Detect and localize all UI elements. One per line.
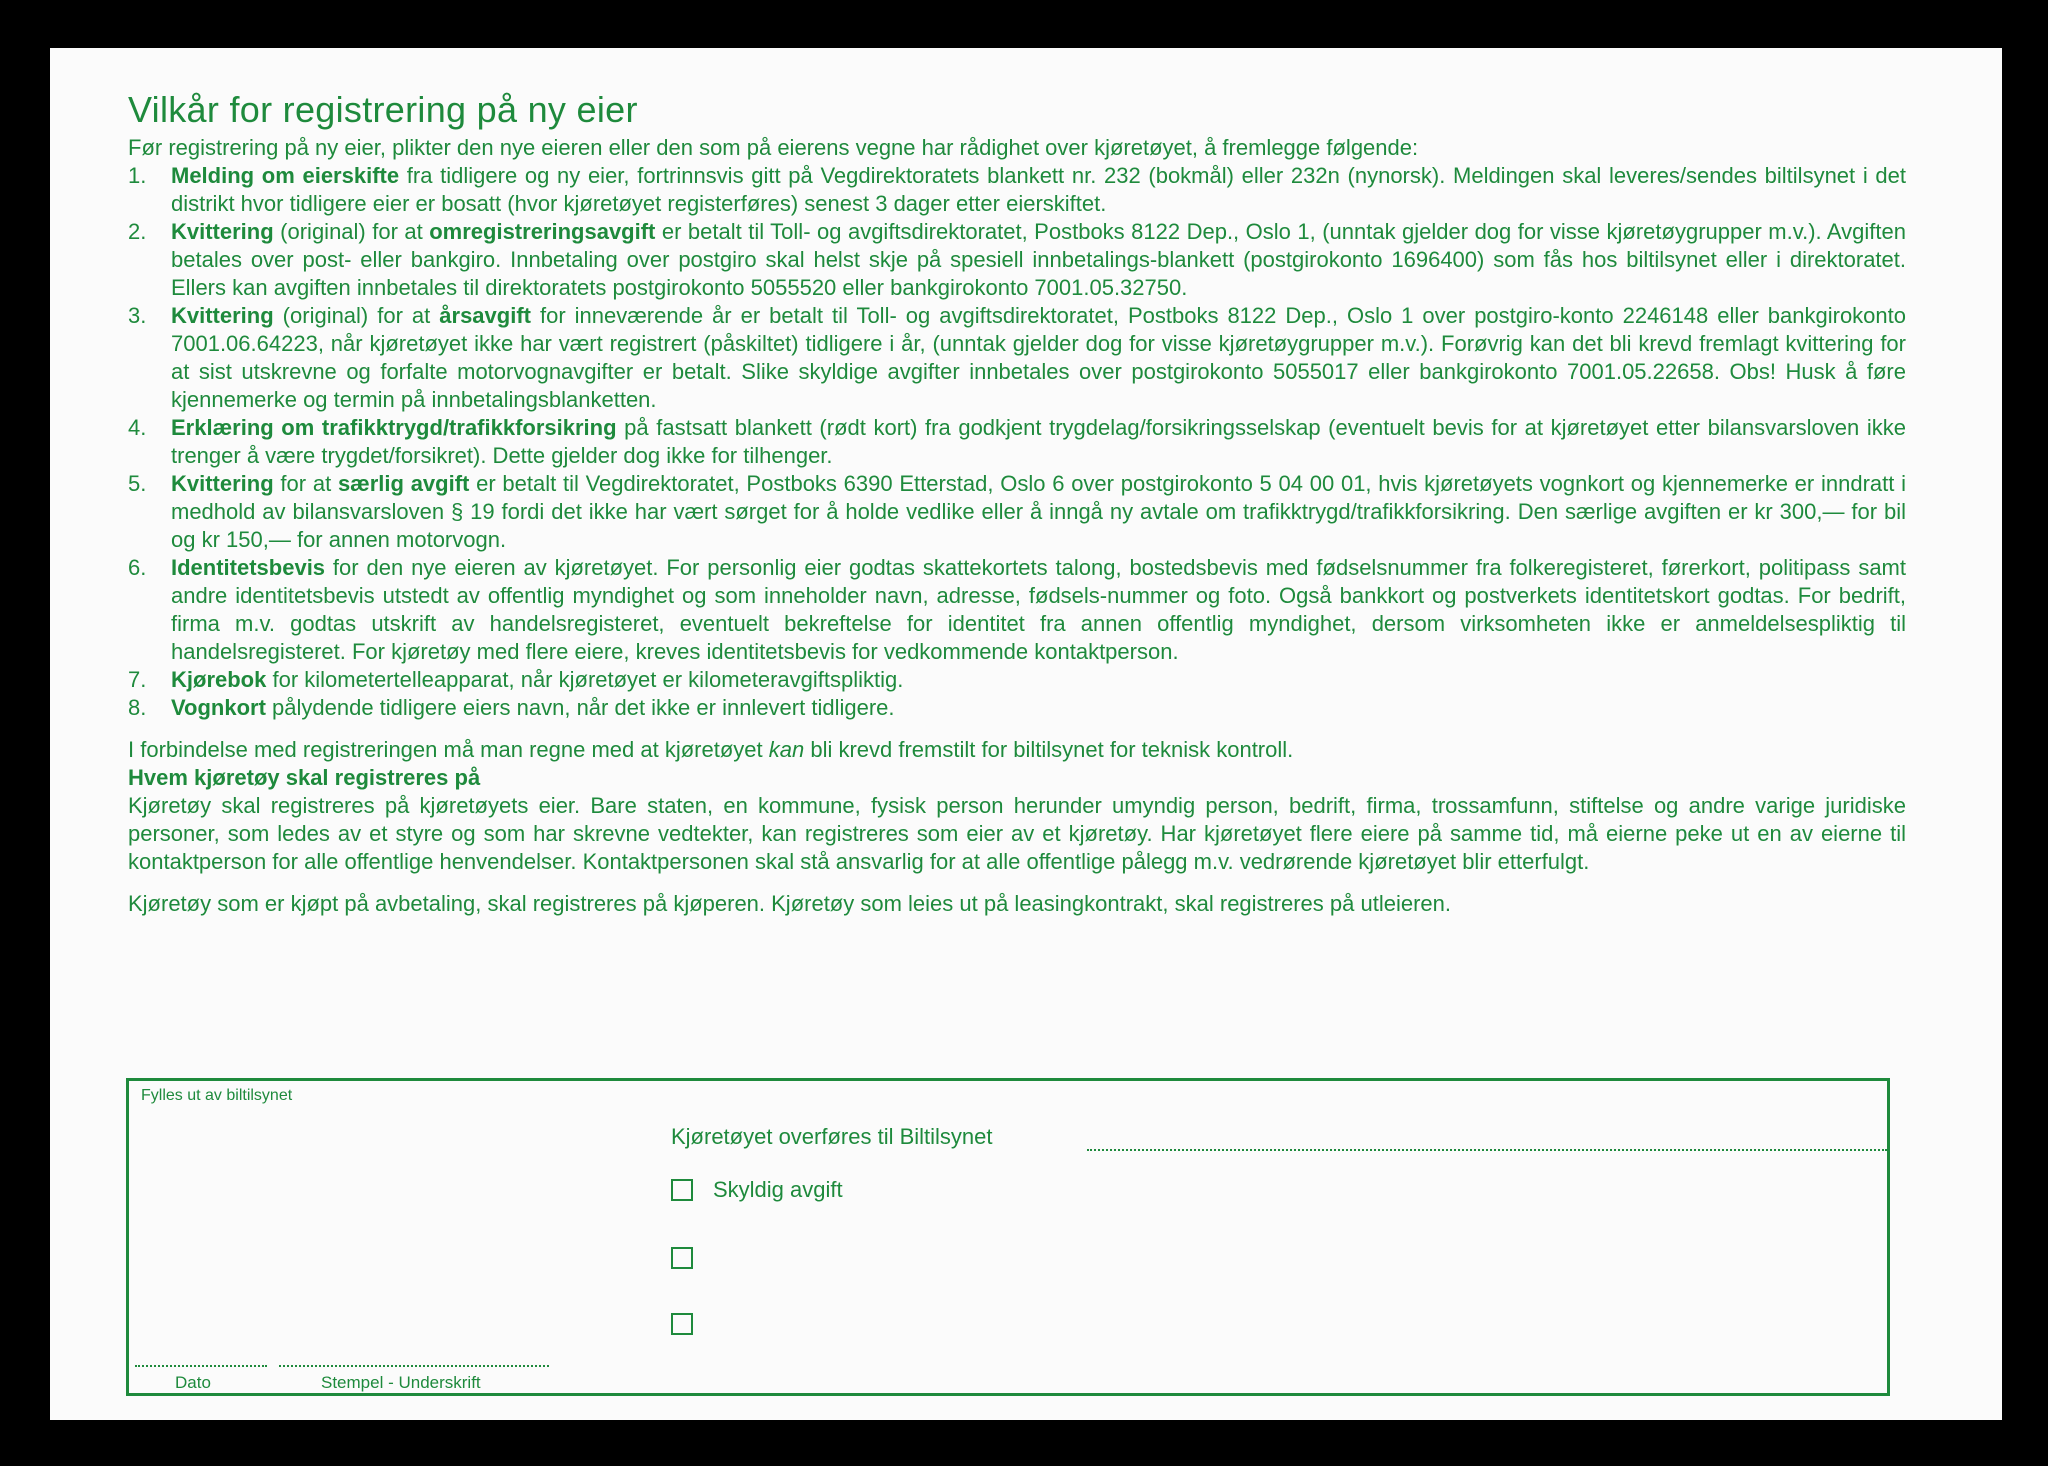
control-emphasis: kan	[768, 737, 805, 762]
stamp-label: Stempel - Underskrift	[321, 1373, 481, 1392]
intro-text: Før registrering på ny eier, plikter den nye eieren eller den som på eierens vegne har rådighet over kjøretøyet, å fremlegge følgende:	[128, 135, 1419, 160]
item-heading: Identitetsbevis	[171, 555, 326, 580]
item-text: (original) for at	[273, 219, 430, 244]
transfer-dotted-line	[1087, 1149, 1887, 1151]
check-row-blank-2	[671, 1313, 713, 1335]
item-text: for at	[273, 471, 338, 496]
control-text: I forbindelse med registreringen må man regne med at kjøretøyet	[128, 737, 769, 762]
box-label: Fylles ut av biltilsynet	[141, 1087, 293, 1104]
who-heading: Hvem kjøretøy skal registreres på	[128, 765, 481, 790]
item-text-2: for inneværende år er betalt til Toll- og avgiftsdirektoratet, Postboks 8122 Dep., Oslo 1 over postgiro-konto 2246148 eller bankgirokonto 7001.06.64223, når kjøretøyet ikke har vært registrert (påskiltet) tidligere i år, (unntak gjelder dog for visse kjøretøygrupper m.v.). Forøvrig kan det bli krevd fremlagt kvittering for at sist utskrevne og forfalte motorvognavgifter er betalt. Slike skyldige avgifter innbetales over postgirokonto 5055017 eller bankgirokonto 7001.05.22658. Obs! Husk å føre kjennemerke og termin på innbetalingsblanketten.	[171, 303, 1907, 412]
control-note	[128, 736, 1906, 764]
who-text: Kjøretøy skal registreres på kjøretøyets eier. Bare staten, en kommune, fysisk person herunder umyndig person, bedrift, firma, trossamfunn, stiftelse og andre varige juridiske personer, som ledes av et styre og som har skrevne vedtekter, kan registreres som eier av et kjøretøy. Har kjøretøyet flere eiere på samme tid, må eierne peke ut en av eierne til kontaktperson for alle offentlige henvendelser. Kontaktpersonen skal stå ansvarlig for at alle offentlige pålegg m.v. vedrørende kjøretøyet blir etterfulgt.	[128, 793, 1906, 874]
item-number: 5.	[128, 471, 147, 496]
list-item	[128, 302, 1906, 414]
page-title: Vilkår for registrering på ny eier	[128, 89, 638, 130]
item-number: 7.	[128, 667, 147, 692]
list-item	[128, 470, 1906, 554]
check-row-blank-1	[671, 1247, 713, 1269]
item-heading: Kvittering	[171, 219, 274, 244]
skyldig-avgift-label: Skyldig avgift	[713, 1177, 843, 1202]
blank-checkbox-1[interactable]	[671, 1247, 693, 1269]
skyldig-avgift-checkbox[interactable]	[671, 1179, 693, 1201]
list-item	[128, 554, 1906, 666]
item-heading: Kvittering	[171, 471, 274, 496]
list-item	[128, 218, 1906, 302]
date-label: Dato	[175, 1373, 211, 1392]
transfer-label: Kjøretøyet overføres til Biltilsynet	[671, 1124, 993, 1149]
control-text-end: bli krevd fremstilt for biltilsynet for teknisk kontroll.	[804, 737, 1294, 762]
official-use-box	[126, 1078, 1890, 1396]
item-heading-2: særlig avgift	[337, 471, 470, 496]
item-text: (original) for at	[273, 303, 440, 328]
form-sheet	[50, 48, 2002, 1420]
item-text: for kilometertelleapparat, når kjøretøyet er kilometeravgiftspliktig.	[266, 667, 904, 692]
item-number: 4.	[128, 415, 147, 440]
list-item	[128, 162, 1906, 218]
blank-checkbox-2[interactable]	[671, 1313, 693, 1335]
list-item	[128, 694, 1906, 722]
installment-text: Kjøretøy som er kjøpt på avbetaling, skal registreres på kjøperen. Kjøretøy som leies ut på leasingkontrakt, skal registreres på utleieren.	[128, 891, 1451, 916]
item-number: 1.	[128, 163, 147, 188]
item-number: 3.	[128, 303, 147, 328]
item-heading-2: årsavgift	[439, 303, 531, 328]
item-text: pålydende tidligere eiers navn, når det ikke er innlevert tidligere.	[265, 695, 895, 720]
item-text: fra tidligere og ny eier, fortrinnsvis gitt på Vegdirektoratets blankett nr. 232 (bokmål) eller 232n (nynorsk). Meldingen skal leveres/sendes biltilsynet i det distrikt hvor tidligere eier er bosatt (hvor kjøretøyet registerføres) senest 3 dager etter eierskiftet.	[171, 163, 1906, 216]
item-heading: Erklæring om trafikktrygd/trafikkforsikring	[171, 415, 617, 440]
date-dotted-line	[135, 1365, 267, 1367]
item-heading: Kjørebok	[171, 667, 267, 692]
item-heading: Vognkort	[171, 695, 266, 720]
terms-content	[128, 86, 1906, 918]
item-number: 6.	[128, 555, 147, 580]
stamp-dotted-line	[279, 1365, 549, 1367]
item-number: 2.	[128, 219, 147, 244]
check-row-skyldig-avgift	[671, 1177, 843, 1203]
item-text-2: er betalt til Toll- og avgiftsdirektoratet, Postboks 8122 Dep., Oslo 1, (unntak gjelder dog for visse kjøretøygrupper m.v.). Avgiften betales over post- eller bankgiro. Innbetaling over postgiro skal helst skje på spesiell innbetalings-blankett (postgirokonto 1696400) som fås hos biltilsynet eller i direktoratet. Ellers kan avgiften innbetales til direktoratets postgirokonto 5055520 eller bankgirokonto 7001.05.32750.	[171, 219, 1906, 300]
item-text: på fastsatt blankett (rødt kort) fra godkjent trygdelag/forsikringsselskap (eventuelt bevis for at kjøretøyet etter bilansvarsloven ikke trenger å være trygdet/forsikret). Dette gjelder dog ikke for tilhenger.	[171, 415, 1906, 468]
list-item	[128, 666, 1906, 694]
item-heading: Kvittering	[171, 303, 274, 328]
item-text: for den nye eieren av kjøretøyet. For personlig eier godtas skattekortets talong, bostedsbevis med fødselsnummer fra folkeregisteret, førerkort, politipass samt andre identitetsbevis utstedt av offentlig myndighet og som inneholder navn, adresse, fødsels-nummer og foto. Også bankkort og postverkets identitetskort godtas. For bedrift, firma m.v. godtas utskrift av handelsregisteret, eventuelt bekreftelse for identitet fra annen offentlig myndighet, dersom virksomheten ikke er anmeldelsespliktig til handelsregisteret. For kjøretøy med flere eiere, kreves identitetsbevis for vedkommende kontaktperson.	[171, 555, 1906, 664]
item-heading: Melding om eierskifte	[171, 163, 400, 188]
item-text-2: er betalt til Vegdirektoratet, Postboks 6390 Etterstad, Oslo 6 over postgirokonto 5 04 00 01, hvis kjøretøyets vognkort og kjennemerke er inndratt i medhold av bilansvarsloven § 19 fordi det ikke har vært sørget for å holde vedlike eller å inngå ny avtale om trafikktrygd/trafikkforsikring. Den særlige avgiften er kr 300,— for bil og kr 150,— for annen motorvogn.	[171, 471, 1906, 552]
item-number: 8.	[128, 695, 147, 720]
item-heading-2: omregistreringsavgift	[429, 219, 656, 244]
list-item	[128, 414, 1906, 470]
requirements-list	[128, 162, 1906, 722]
